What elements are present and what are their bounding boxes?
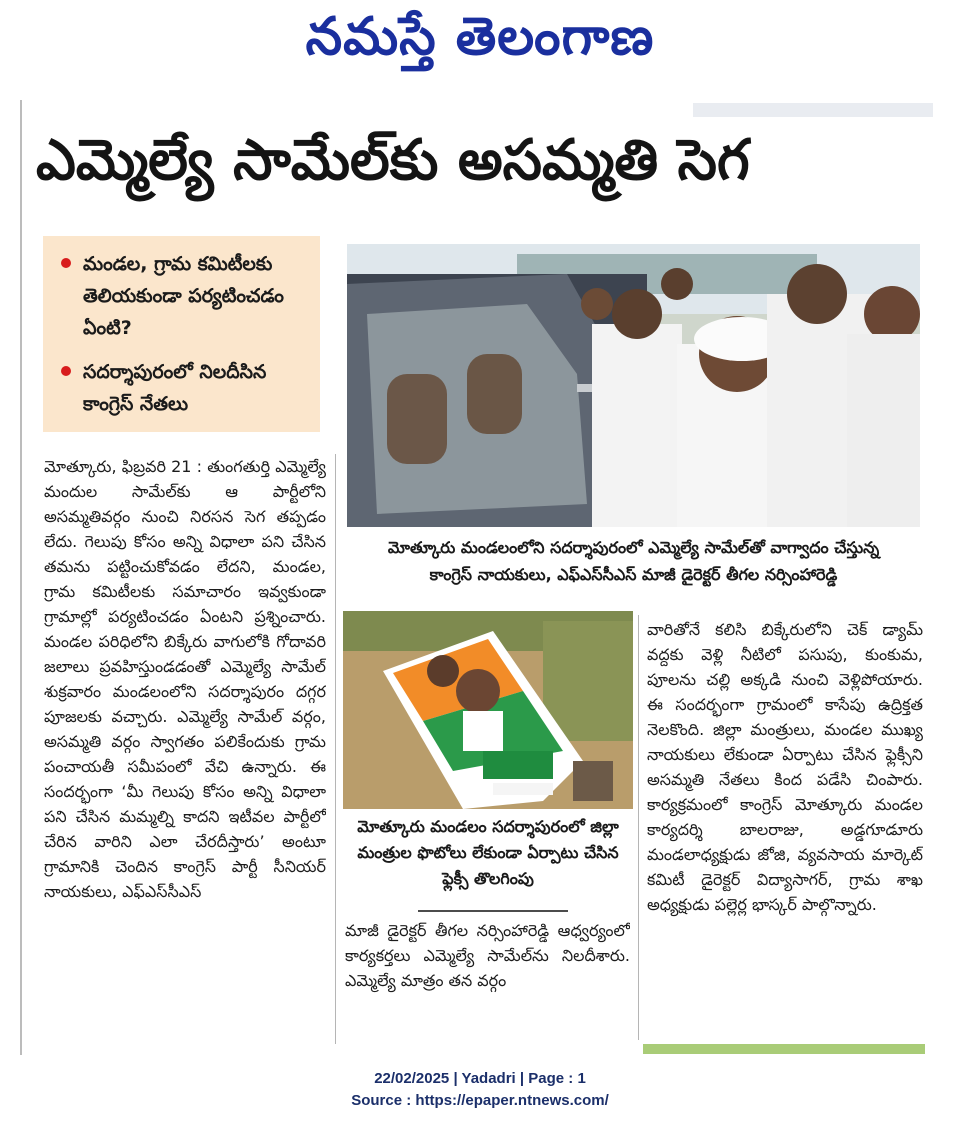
article-headline: ఎమ్మెల్యే సామేల్‌కు అసమ్మతి సెగ: [36, 128, 750, 193]
bullet-icon: [61, 258, 71, 268]
bullet-icon: [61, 366, 71, 376]
footer-source: Source : https://epaper.ntnews.com/: [351, 1092, 609, 1109]
highlight-text: సదర్శాపురంలో నిలదీసిన కాంగ్రెస్ నేతలు: [83, 361, 267, 415]
article-column-3: వారితోనే కలిసి బిక్కేరులోని చెక్ డ్యామ్ వద్దకు వెళ్లి నీటిలో పసుపు, కుంకుమ, పూలను చల్లి అక్కడి నుంచి వెళ్లిపోయారు. ఈ సందర్భంగా గ్రామంలో కాసేపు ఉద్రిక్తత నెలకొంది. జిల్లా మంత్రులు, మండల ముఖ్య నాయకులు లేకుండా ఏర్పాటు చేసిన ఫ్లెక్సీని అసమ్మతి నేతలు కింద పడేసి చింపారు. కార్యక్రమంలో కాంగ్రెస్ మోత్కూరు మండల కార్యదర్శి బాలరాజు, అడ్డగూడూరు మండలాధ్యక్షుడు జోజి, వ్యవసాయ మార్కెట్ కమిటీ డైరెక్టర్ విద్యాసాగర్, గ్రామ శాఖ అధ్యక్షుడు పల్లెర్ల భాస్కర్ పాల్గొన్నారు.: [647, 620, 923, 914]
top-decoration-bar: [693, 103, 933, 117]
news-photo-flexi-banner: [343, 611, 633, 809]
news-photo-mla-argument: [347, 244, 920, 527]
page-footer: [0, 1068, 960, 1112]
photo1-caption-line: మోత్కూరు మండలంలోని సదర్శాపురంలో ఎమ్మెల్యే సామేల్‌తో వాగ్వాదం చేస్తున్న: [387, 538, 880, 557]
photo2-caption: మోత్కూరు మండలం సదర్శాపురంలో జిల్లా మంత్రుల ఫొటోలు లేకుండా ఏర్పాటు చేసిన ఫ్లెక్సీ తొలగింపు: [357, 817, 619, 888]
caption-divider: [418, 910, 568, 912]
article-column-1: మోత్కూరు, ఫిబ్రవరి 21 : తుంగతుర్తి ఎమ్మెల్యే మందుల సామేల్‌కు ఆ పార్టీలోని అసమ్మతివర్గం నుంచి నిరసన సెగ తప్పడం లేదు. గెలుపు కోసం అన్ని విధాలా పని చేసిన తమను పట్టించుకోవడం లేదని, మండల, గ్రామ కమిటీలకు సమాచారం ఇవ్వకుండా గ్రామాల్లో పర్యటించడం ఏంటని ప్రశ్నించారు. మండల పరిధిలోని బిక్కేరు వాగులోకి గోదావరి జలాలు ప్రవహిస్తుండడంతో ఎమ్మెల్యే సామేల్ శుక్రవారం మండలంలోని సదర్శాపురం దగ్గర పూజలకు వచ్చారు. ఎమ్మెల్యే సామేల్ వర్గం, అసమ్మతి వర్గం స్వాగతం పలికేందుకు గ్రామ పంచాయతీ సమీపంలో వేచి ఉన్నారు. ఈ సందర్భంగా ‘మీ గెలుపు కోసం అన్ని విధాలా పని చేసిన మమ్మల్ని కాదని ఇటీవల పార్టీలో చేరిన వారిని ఎలా చేరదీస్తారు’ అంటూ గ్రామానికి చెందిన కాంగ్రెస్ పార్టీ సీనియర్ నాయకులు, ఎఫ్ఎస్‌సీఎస్: [44, 457, 326, 901]
column-divider: [638, 615, 639, 1040]
footer-date-edition: 22/02/2025 | Yadadri | Page : 1: [374, 1070, 586, 1087]
bottom-image-strip: [643, 1044, 925, 1054]
column-divider: [335, 454, 336, 1044]
left-rule: [20, 100, 22, 1055]
article-column-2: మాజీ డైరెక్టర్ తీగల నర్సింహారెడ్డి ఆధ్వర్యంలో కార్యకర్తలు ఎమ్మెల్యే సామేల్‌ను నిలదీశారు. ఎమ్మెల్యే మాత్రం తన వర్గం: [345, 921, 630, 990]
photo1-caption: [347, 534, 920, 594]
highlights-box: [43, 236, 320, 432]
highlight-item: [61, 248, 310, 344]
masthead-title: నమస్తే తెలంగాణ: [305, 6, 655, 67]
highlight-item: [61, 356, 310, 420]
highlight-text: మండల, గ్రామ కమిటీలకు తెలియకుండా పర్యటించడం ఏంటి?: [83, 253, 284, 339]
photo1-caption-line: కాంగ్రెస్ నాయకులు, ఎఫ్ఎస్‌సీఎస్ మాజీ డైరెక్టర్ తీగల నర్సింహారెడ్డి: [429, 565, 838, 584]
masthead: [0, 0, 960, 78]
